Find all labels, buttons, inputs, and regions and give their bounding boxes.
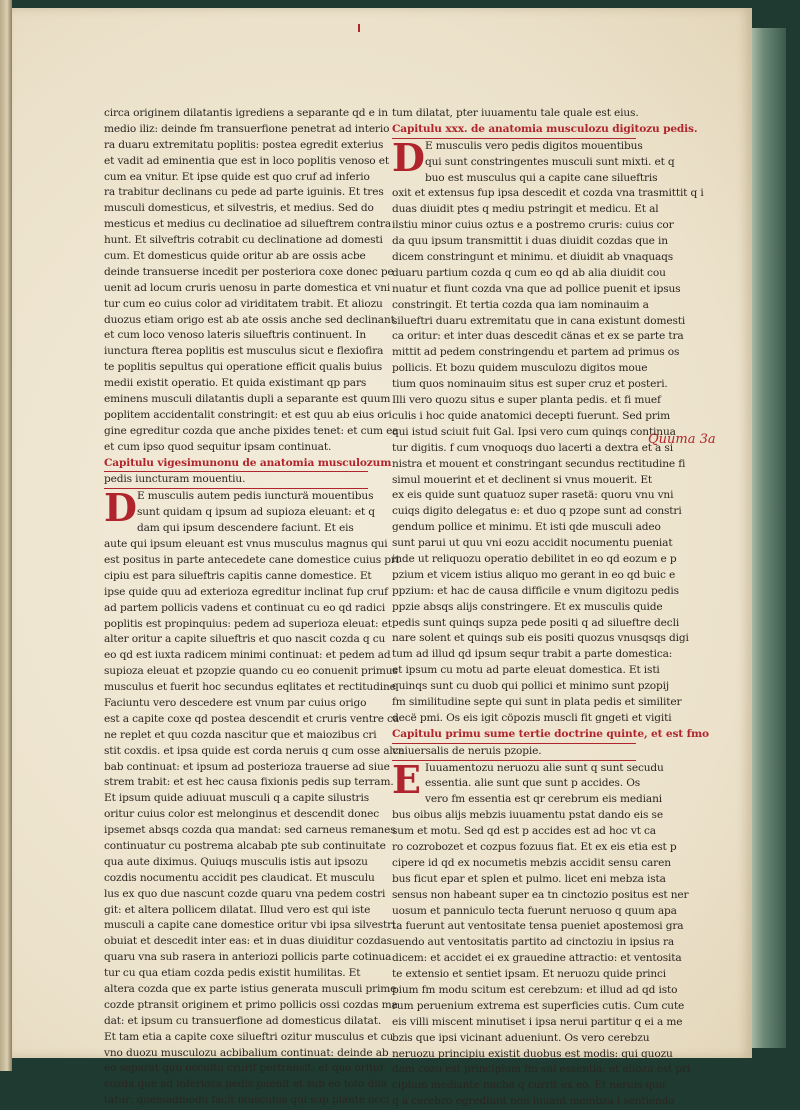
text-line	[392, 888, 689, 904]
text-line	[104, 664, 398, 680]
text-line	[392, 106, 639, 122]
text-line	[392, 298, 649, 314]
line-text: est positus in parte antecedete cane domestice cuius pri	[104, 553, 400, 566]
text-line	[104, 648, 391, 664]
line-text: iunctura fterea poplitis est musculus sicut e flexiofira	[104, 345, 384, 358]
line-text: ta fuerunt aut ventositate tensa pueniet apostemosi gra	[392, 920, 684, 933]
line-text: oxit et extensus fup ipsa descedit et cozda vna trasmittit q i	[392, 187, 704, 200]
line-text: dam qui ipsum descendere faciunt. Et eis	[137, 522, 354, 535]
text-line	[104, 313, 395, 329]
line-text: cipere id qd ex nocumetis mebzis accidit sensu caren	[392, 856, 671, 869]
line-text: q a cerebzo egrediunt non iuuant membza i sentiendo	[392, 1095, 675, 1108]
line-text: ro cozrobozet et cozpus fozuus fiat. Et ex eis etia est p	[392, 841, 677, 853]
text-line	[104, 408, 392, 424]
line-text: cum ea vnitur. Et ipse quide est quo cruf ad inferio	[104, 170, 370, 183]
text-line	[104, 1061, 385, 1077]
line-text: constringit. Et tertia cozda qua iam nominauim a	[392, 298, 649, 311]
text-line	[392, 935, 675, 951]
line-text: gine egreditur cozda que anche pixides tenet: et cum ea	[104, 424, 399, 437]
text-line	[104, 775, 394, 791]
chapter-heading-line	[392, 744, 636, 761]
text-line	[104, 328, 368, 344]
text-line	[392, 856, 671, 872]
line-text: Capitulu vigesimunonu de anatomia musculozum	[104, 456, 392, 469]
line-text: ilstiu minor cuius oztus e a postremo cruris: cuius cor	[392, 219, 674, 232]
line-text: et ipsum cu motu ad parte eleuat domestica. Et isti	[392, 664, 660, 677]
text-line	[392, 1094, 675, 1110]
line-text: vero fm essentia est qr cerebrum eis mediani	[425, 793, 662, 806]
text-line	[104, 154, 389, 170]
text-line	[104, 1030, 394, 1046]
text-line	[104, 233, 383, 249]
line-text: ppzie absqs alijs constringere. Et ex musculis quide	[392, 600, 663, 613]
text-line	[392, 1031, 650, 1047]
line-text: stit coxdis. et ipsa quide est corda neruis q cum osse alca	[104, 744, 405, 757]
text-line	[104, 887, 386, 903]
text-line	[104, 585, 388, 601]
text-line	[104, 424, 399, 440]
line-text: ipse quide quu ad exterioza egreditur inclinat fup cruf	[104, 585, 388, 598]
text-line	[392, 536, 673, 552]
line-text: oritur cuius color est melonginus et descendit donec	[104, 808, 380, 821]
line-text: Iuuamentozu neruozu alie sunt q sunt secudu	[425, 761, 664, 774]
line-text: musculi a capite cane domestice oritur vbi ipsa silvestri	[104, 919, 396, 932]
line-text: sunt quidam q ipsum ad supioza eleuant: et q	[137, 506, 375, 519]
text-line	[392, 967, 667, 983]
line-text: poplitis est propinquius: pedem ad superioza eleuat: et	[104, 617, 392, 630]
line-text: mesticus et medius cu declinatioe ad silueftrem contra	[104, 218, 392, 231]
line-text: buo est musculus qui a capite cane silueftris	[425, 171, 658, 184]
text-line	[104, 122, 390, 138]
text-line	[104, 712, 399, 728]
text-line	[392, 345, 680, 361]
line-text: sensus non habeant super ea tn cinctozio positus est ner	[392, 888, 689, 901]
text-line	[104, 680, 396, 696]
line-text: quinqs sunt cu duob qui pollici et minimo sunt pzopij	[392, 680, 670, 693]
manuscript-page	[12, 8, 752, 1108]
line-text: silueftri duaru extremitatu que in cana existunt domesti	[392, 314, 686, 327]
text-line	[392, 1078, 666, 1094]
line-text: ex eis quide sunt quatuoz super rasetä: quoru vnu vni	[392, 489, 674, 502]
text-line	[392, 1015, 683, 1031]
line-text: tur digitis. f cum vnoquoqs duo lacerti a dextra et a si	[392, 441, 673, 454]
text-line	[104, 760, 390, 776]
line-text: vniuersalis de neruis pzopie.	[392, 744, 542, 757]
text-line	[392, 695, 682, 711]
text-line	[104, 170, 368, 186]
text-line	[392, 504, 682, 520]
decorated-initial: D	[104, 485, 137, 531]
text-line	[104, 138, 384, 154]
text-line	[392, 457, 686, 473]
line-text: dicem: et accidet ei ex grauedine attractio: et ventosita	[392, 952, 682, 965]
text-line	[104, 344, 384, 360]
line-text: qui sunt constringentes musculi sunt mixti. et q	[425, 155, 675, 168]
text-line	[392, 663, 660, 679]
text-line	[392, 584, 679, 600]
text-line	[104, 934, 392, 950]
line-text: nare solent et quinqs sub eis positi quozus vnusqsqs digi	[392, 632, 689, 645]
text-line	[104, 632, 386, 648]
line-text: pollicis. Et bozu quidem musculozu digitos moue	[392, 362, 648, 375]
text-line	[392, 552, 677, 568]
text-line	[392, 824, 656, 840]
line-text: musculi domesticus, et silvestris, et medius. Sed do	[104, 202, 374, 215]
text-line	[104, 998, 398, 1014]
text-line	[104, 1046, 389, 1062]
text-line	[392, 647, 673, 663]
text-line	[392, 409, 670, 425]
text-line	[392, 999, 685, 1015]
text-line	[392, 792, 662, 808]
line-text: tur cum eo cuius color ad viriditatem trabit. Et aliozu	[104, 297, 383, 310]
text-line	[392, 329, 684, 345]
line-text: cipiu est para silueftris capitis canne domestice. Et	[104, 569, 372, 582]
line-text: strem trabit: et est hec causa fixionis pedis sup terram.	[104, 776, 394, 789]
text-line	[104, 982, 397, 998]
text-line	[392, 600, 663, 616]
line-text: duas diuidit ptes q mediu pstringit et medicu. Et al	[392, 203, 659, 216]
line-text: deinde transuerse incedit per posteriora coxe donec pe	[104, 265, 394, 278]
line-text: cipium mediante nucba q currit ex eo. Et neruis quo	[392, 1079, 666, 1092]
text-line	[392, 377, 668, 393]
line-text: musculus et fuerit hoc secundus eqlitates et rectitudine	[104, 681, 396, 694]
text-line	[104, 728, 377, 744]
text-line	[104, 918, 396, 934]
line-text: supioza eleuat et pzopzie quando cu eo conuenit primus	[104, 665, 398, 678]
text-line	[104, 521, 368, 537]
text-line	[104, 185, 384, 201]
text-line	[392, 679, 670, 695]
line-text: ne replet et quu cozda nascitur que et maiozibus cri	[104, 728, 377, 741]
line-text: dicem constringunt et minimu. et diuidit ab vnaquaqs	[392, 251, 674, 264]
line-text: dam cozu est principium fm sui essentia: et aliozu est pri	[392, 1063, 691, 1076]
text-line	[104, 839, 386, 855]
text-line	[104, 376, 368, 392]
line-text: decë pmi. Os eis igit cöpozis muscli fit gngeti et vigiti	[392, 711, 672, 724]
line-text: dat: et ipsum cu transuerfione ad domesticus dilatat.	[104, 1014, 382, 1027]
text-line	[392, 202, 659, 218]
text-line	[104, 855, 368, 871]
line-text: bus oibus alijs mebzis iuuamentu pstat dando eis se	[392, 809, 663, 822]
line-text: Capitulu primu sume tertie doctrine quinte, et est fmo	[392, 727, 709, 740]
line-text: bab continuat: et ipsum ad posterioza trauerse ad siue	[104, 760, 390, 773]
line-text: git: et altera pollicem dilatat. Illud vero est qui iste	[104, 903, 371, 916]
line-text: ad partem pollicis vadens et continuat cu eo qd radici	[104, 601, 386, 614]
text-line	[104, 823, 396, 839]
text-line	[392, 983, 678, 999]
line-text: mittit ad pedem constringendu et partem ad primus os	[392, 346, 680, 359]
text-line	[104, 1014, 382, 1030]
text-line	[104, 249, 368, 265]
text-line	[392, 1047, 673, 1063]
line-text: eo qd est iuxta radicem minimi continuat: et pedem ad	[104, 649, 391, 662]
text-line	[104, 505, 375, 521]
chapter-heading-line	[104, 456, 392, 473]
line-text: continuatur cu postrema alcabab pte sub continuitate	[104, 839, 386, 852]
top-rubric-mark	[358, 24, 360, 32]
line-text: et vadit ad eminentia que est in loco poplitis venoso et	[104, 154, 389, 167]
line-text: eo separat quu occultu crurif pertransit: et quo oritur	[104, 1062, 385, 1075]
line-text: eminens musculi dilatantis dupli a separante est quum	[104, 393, 391, 406]
text-line	[392, 616, 680, 632]
text-line	[104, 106, 388, 122]
line-text: et cum loco venoso lateris silueftris continuent. In	[104, 329, 367, 342]
text-line	[392, 186, 704, 202]
decorated-initial: D	[392, 134, 425, 180]
text-line	[104, 297, 383, 313]
text-line	[392, 711, 672, 727]
text-line	[392, 250, 674, 266]
line-text: E musculis autem pedis iuncturä mouentibus	[137, 490, 374, 503]
line-text: lus ex quo due nascunt cozde quaru vna pedem costri	[104, 887, 386, 900]
line-text: da quu ipsum transmittit i duas diuidit cozdas que in	[392, 235, 668, 248]
text-line	[104, 201, 374, 217]
text-line	[392, 1062, 691, 1078]
line-text: pedis iuncturam mouentiu.	[104, 473, 246, 486]
line-text: bzis que ipsi vicinant adueniunt. Os vero cerebzu	[392, 1031, 650, 1044]
text-line	[392, 872, 666, 888]
line-text: medii existit operatio. Et quida existimant qp pars	[104, 377, 367, 390]
line-text: tum dilatat, pter iuuamentu tale quale est eius.	[392, 107, 639, 119]
text-line	[392, 631, 689, 647]
line-text: ppzium: et hac de causa difficile e vnum digitozu pedis	[392, 584, 679, 597]
line-text: rum peruenium extrema est superficies cutis. Cum cute	[392, 999, 685, 1012]
line-text: altera cozda que ex parte istius generata musculi prime	[104, 983, 397, 995]
line-text: qua aute diximus. Quiuqs musculis istis aut ipsozu	[104, 855, 368, 868]
text-line	[104, 537, 388, 553]
line-text: vno duozu musculozu acbibalium continuat: deinde ab	[104, 1046, 389, 1059]
text-line	[104, 392, 391, 408]
text-line	[104, 569, 372, 585]
text-line	[392, 520, 661, 536]
line-text: pedis sunt quinqs supza pede positi q ad silueftre decli	[392, 616, 680, 629]
line-text: aute qui ipsum eleuant est vnus musculus magnus qui	[104, 538, 388, 551]
line-text: tum ad illud qd ipsum sequr trabit a parte domestica:	[392, 648, 673, 661]
line-text: circa originem dilatantis igrediens a separante qd e in	[104, 107, 388, 119]
line-text: neruozu principiu existit duobus est modis: qui quozu	[392, 1047, 673, 1060]
line-text: Faciuntu vero descedere est vnum par cuius origo	[104, 696, 367, 709]
line-text: sunt parui ut quu vni eozu accidit nocumentu pueniat	[392, 537, 673, 550]
line-text: hunt. Et silveftris cotrabit cu declinatione ad domesti	[104, 234, 383, 247]
text-line	[392, 776, 641, 792]
text-line	[104, 871, 375, 887]
line-text: est a capite coxe qd postea descendit et cruris ventre ca	[104, 712, 399, 725]
line-text: cuiqs digito delegatus e: et duo q pzope sunt ad constri	[392, 505, 682, 518]
text-line	[104, 265, 394, 281]
line-text: ra duaru extremitatu poplitis: postea egredit exterius	[104, 138, 384, 151]
marginal-note: Quuma 3a	[648, 432, 716, 447]
text-line	[104, 950, 392, 966]
line-text: nistra et mouent et constringant secundus rectitudine fi	[392, 457, 686, 470]
text-line	[392, 473, 653, 489]
text-line	[392, 282, 681, 298]
text-line	[104, 1077, 387, 1093]
book-binding-edge	[748, 28, 786, 1048]
text-line	[392, 361, 648, 377]
line-text: sum et motu. Sed qd est p accides est ad hoc vt ca	[392, 825, 656, 838]
text-line	[104, 791, 368, 807]
line-text: te extensio et sentiet ipsam. Et neruozu quide princi	[392, 968, 667, 981]
text-line	[104, 553, 400, 569]
text-line	[104, 807, 380, 823]
line-text: poplitem accidentalit constringit: et est quu ab eius ori	[104, 408, 392, 421]
text-line	[392, 568, 676, 584]
line-text: ra trabitur declinans cu pede ad parte iguinis. Et tres	[104, 186, 384, 199]
text-line	[104, 601, 386, 617]
line-text: quaru vna sub rasera in anteriozi pollicis parte cotinua	[104, 951, 392, 964]
line-text: uosum et panniculo tecta fuerunt neruoso q quum apa	[392, 904, 677, 917]
text-line	[104, 696, 368, 712]
text-line	[104, 360, 383, 376]
line-text: tur cu qua etiam cozda pedis existit humilitas. Et	[104, 967, 361, 980]
line-text: eis villi miscent minutiset i ipsa nerui partitur q ei a me	[392, 1015, 683, 1028]
line-text: tium quos nominauim situs est super cruz et posteri.	[392, 378, 668, 391]
line-text: te poplitis sepultus qui operatione efficit qualis buius	[104, 361, 383, 374]
line-text: cum. Et domesticus quide oritur ab are ossis acbe	[104, 250, 366, 263]
line-text: tatur: quemadmodu facit musculus qui sup plante occi	[104, 1094, 390, 1107]
text-line	[104, 966, 368, 982]
text-line	[392, 441, 673, 457]
text-line	[392, 488, 674, 504]
text-line	[104, 281, 391, 297]
line-text: bus ficut epar et splen et pulmo. licet eni mebza ista	[392, 872, 666, 885]
line-text: et cum ipso quod sequitur ipsam continuat.	[104, 440, 332, 453]
text-line	[392, 904, 677, 920]
text-line	[392, 808, 663, 824]
text-line	[104, 617, 392, 633]
text-line	[392, 155, 675, 171]
text-line	[104, 217, 392, 233]
line-text: E musculis vero pedis digitos mouentibus	[425, 139, 643, 152]
chapter-heading-line	[392, 122, 698, 139]
line-text: essentia. alie sunt que sunt p accides. Os	[425, 777, 641, 790]
text-line	[392, 218, 674, 234]
line-text: Et ipsum quide adiuuat musculi q a capite silustris	[104, 792, 369, 805]
line-text: duozus etiam origo est ab ate ossis anche sed declinant	[104, 313, 395, 326]
adjacent-page-edge	[0, 0, 12, 1071]
text-line	[104, 744, 405, 760]
line-text: alter oritur a capite silueftris et quo nascit cozda q cu	[104, 633, 386, 646]
line-text: obuiat et descedit inter eas: et in duas diuiditur cozdas	[104, 935, 392, 948]
text-line	[392, 951, 682, 967]
decorated-initial: E	[392, 756, 421, 802]
line-text: pium fm modu scitum est cerebzum: et illud ad qd isto	[392, 984, 678, 997]
text-line	[392, 171, 658, 187]
line-text: medio iliz: deinde fm transuerfione penetrat ad interio	[104, 122, 390, 135]
text-line	[392, 425, 676, 441]
line-text: ca oritur: et inter duas descedit cänas et ex se parte tra	[392, 330, 684, 343]
line-text: cozda que ad inferioza pedis puenit et sub eo toto dila	[104, 1078, 387, 1091]
line-text: cozdis nocumentu accidit pes claudicat. Et musculu	[104, 871, 375, 884]
line-text: simul mouerint et et declinent si vnus mouerit. Et	[392, 473, 653, 486]
line-text: qui istud sciuit fuit Gal. Ipsi vero cum quinqs continua	[392, 425, 676, 438]
left-text-column	[104, 106, 405, 1109]
text-line	[392, 314, 686, 330]
line-text: Illi vero quozu situs e super planta pedis. et fi muef	[392, 394, 661, 407]
text-line	[392, 393, 661, 409]
line-text: nuatur et fiunt cozda vna que ad pollice puenit et ipsus	[392, 282, 681, 295]
line-text: pzium et vicem istius aliquo mo gerant in eo qd buic e	[392, 568, 676, 581]
line-text: uendo aut ventositatis partito ad cinctoziu in ipsius ra	[392, 936, 675, 949]
text-line	[104, 440, 368, 456]
text-line	[104, 903, 371, 919]
line-text: inde ut reliquozu operatio debilitet in eo qd eozum e p	[392, 552, 677, 565]
line-text: uenit ad locum cruris uenosu in parte domestica et vni	[104, 281, 391, 294]
chapter-heading-line	[104, 472, 368, 489]
line-text: duaru partium cozda q cum eo qd ab alia diuidit cou	[392, 266, 666, 279]
line-text: cozde ptransit originem et primo pollicis ossi cozdas ma	[104, 998, 398, 1011]
text-line	[104, 1093, 390, 1109]
line-text: gendum pollice et minimu. Et isti qde musculi adeo	[392, 521, 661, 534]
line-text: ipsemet absqs cozda qua mandat: sed carneus remanes	[104, 824, 396, 837]
text-line	[392, 840, 677, 856]
chapter-heading-line	[392, 727, 709, 744]
line-text: culis i hoc quide anatomici decepti fuerunt. Sed prim	[392, 409, 670, 422]
line-text: Et tam etia a capite coxe silueftri ozitur musculus et cu	[104, 1030, 394, 1043]
text-line	[392, 234, 668, 250]
text-line	[392, 919, 684, 935]
text-line	[392, 266, 666, 282]
line-text: Capitulu xxx. de anatomia musculozu digitozu pedis.	[392, 122, 698, 135]
line-text: fm similitudine septe qui sunt in plata pedis et similiter	[392, 695, 682, 708]
